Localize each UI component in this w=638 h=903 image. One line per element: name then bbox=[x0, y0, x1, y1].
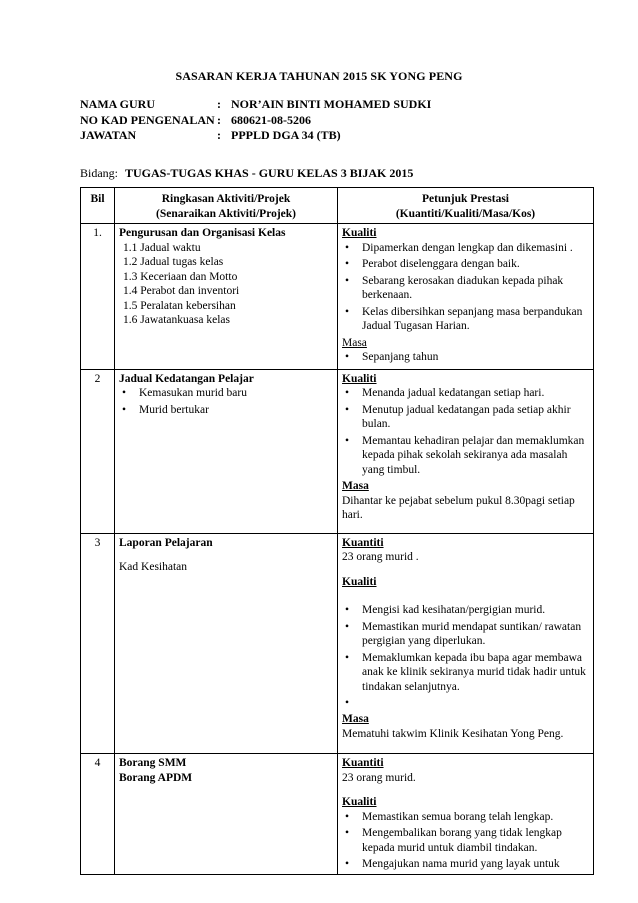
list-item: • Perabot diselenggara dengan baik. bbox=[342, 257, 589, 272]
row-petunjuk bbox=[338, 224, 594, 370]
list-item: • Sebarang kerosakan diadukan kepada pihak berkenaan. bbox=[342, 274, 589, 303]
list-item: • Menanda jadual kedatangan setiap hari. bbox=[342, 386, 589, 401]
teacher-info bbox=[80, 97, 431, 144]
info-value: 680621-08-5206 bbox=[231, 112, 311, 127]
list-item: 1.5 Peralatan kebersihan bbox=[123, 299, 236, 312]
kualiti-list bbox=[342, 386, 589, 477]
bidang-label: Bidang: bbox=[80, 166, 118, 180]
skt-table bbox=[80, 187, 594, 875]
list-item: 1.4 Perabot dan inventori bbox=[123, 285, 240, 297]
list-item: 1.3 Keceriaan dan Motto bbox=[123, 270, 238, 283]
kualiti-list bbox=[342, 810, 589, 872]
row-bil: 2 bbox=[81, 369, 115, 533]
row-heading: Jadual Kedatangan Pelajar bbox=[119, 372, 254, 385]
masa-text: Mematuhi takwim Klinik Kesihatan Yong Peng. bbox=[342, 727, 564, 740]
row-aktiviti bbox=[115, 369, 338, 533]
list-item: • Murid bertukar bbox=[119, 403, 333, 418]
header-aktiviti-line2: (Senaraikan Aktiviti/Projek) bbox=[155, 207, 297, 220]
header-petunjuk bbox=[338, 188, 594, 224]
info-row-name bbox=[80, 97, 431, 113]
kualiti-label: Kualiti bbox=[342, 227, 377, 239]
info-sep: : bbox=[217, 128, 221, 142]
row-bil: 3 bbox=[81, 533, 115, 754]
row-bil: 4 bbox=[81, 754, 115, 875]
info-key: NO KAD PENGENALAN bbox=[80, 112, 215, 127]
list-item: 1.2 Jadual tugas kelas bbox=[123, 256, 224, 268]
list-item: • Kelas dibersihkan sepanjang masa berpandukan Jadual Tugasan Harian. bbox=[342, 305, 589, 334]
list-item: • Mengajukan nama murid yang layak untuk bbox=[342, 857, 589, 872]
kualiti-list bbox=[342, 241, 589, 334]
list-item: • Mengisi kad kesihatan/pergigian murid. bbox=[342, 603, 589, 618]
kuantiti-text: 23 orang murid . bbox=[342, 551, 419, 563]
table-row bbox=[81, 533, 594, 754]
list-item: • Sepanjang tahun bbox=[342, 350, 589, 365]
kualiti-list bbox=[342, 603, 589, 710]
info-value: NOR’AIN BINTI MOHAMED SUDKI bbox=[231, 97, 432, 111]
row-petunjuk bbox=[338, 369, 594, 533]
bidang-value: TUGAS-TUGAS KHAS - GURU KELAS 3 BIJAK 2015 bbox=[125, 166, 414, 180]
masa-list bbox=[342, 350, 589, 365]
row-heading: Pengurusan dan Organisasi Kelas bbox=[119, 227, 286, 239]
bidang-line bbox=[80, 166, 413, 181]
masa-label: Masa bbox=[342, 480, 369, 492]
spacer bbox=[342, 589, 589, 603]
kualiti-label: Kualiti bbox=[342, 575, 377, 588]
row-petunjuk bbox=[338, 754, 594, 875]
spacer bbox=[119, 550, 333, 560]
masa-label: Masa bbox=[342, 336, 367, 349]
info-sep: : bbox=[217, 112, 221, 127]
table-header-row bbox=[81, 188, 594, 224]
table-row bbox=[81, 754, 594, 875]
table-row bbox=[81, 369, 594, 533]
sub-list bbox=[119, 241, 333, 328]
header-petunjuk-line2: (Kuantiti/Kualiti/Masa/Kos) bbox=[395, 207, 536, 220]
row-heading: Laporan Pelajaran bbox=[119, 536, 213, 549]
row-aktiviti bbox=[115, 224, 338, 370]
list-item: • Kemasukan murid baru bbox=[119, 386, 333, 401]
document-title: SASARAN KERJA TAHUNAN 2015 SK YONG PENG bbox=[175, 69, 463, 83]
masa-text: Dihantar ke pejabat sebelum pukul 8.30pagi setiap hari. bbox=[342, 494, 575, 521]
list-item: • Memastikan murid mendapat suntikan/ rawatan pergigian yang diperlukan. bbox=[342, 620, 589, 649]
list-item: • Memaklumkan kepada ibu bapa agar membawa anak ke klinik sekiranya murid tidak hadir untuk tindakan selanjutnya. bbox=[342, 651, 589, 695]
kuantiti-text: 23 orang murid. bbox=[342, 771, 416, 784]
list-item: 1.1 Jadual waktu bbox=[123, 241, 201, 254]
sub-list bbox=[119, 386, 333, 417]
row-sub: Kad Kesihatan bbox=[119, 561, 188, 573]
list-item: • Memastikan semua borang telah lengkap. bbox=[342, 810, 589, 825]
kualiti-label: Kualiti bbox=[342, 796, 377, 808]
row-aktiviti bbox=[115, 754, 338, 875]
list-item: • Dipamerkan dengan lengkap dan dikemasini . bbox=[342, 241, 589, 256]
row-aktiviti bbox=[115, 533, 338, 754]
header-aktiviti bbox=[115, 188, 338, 224]
row-bil: 1. bbox=[81, 224, 115, 370]
info-key: NAMA GURU bbox=[80, 97, 155, 111]
header-petunjuk-line1: Petunjuk Prestasi bbox=[422, 193, 509, 205]
row-heading: Borang SMM bbox=[119, 757, 187, 769]
list-item: • Mengembalikan borang yang tidak lengkap kepada murid untuk diambil tindakan. bbox=[342, 826, 589, 855]
header-aktiviti-line1: Ringkasan Aktiviti/Projek bbox=[161, 193, 291, 205]
list-item: • Menutup jadual kedatangan pada setiap akhir bulan. bbox=[342, 403, 589, 432]
row-heading: Borang APDM bbox=[119, 771, 193, 784]
masa-label: Masa bbox=[342, 713, 369, 725]
kuantiti-label: Kuantiti bbox=[342, 757, 384, 769]
spacer bbox=[342, 785, 589, 795]
table-row bbox=[81, 224, 594, 370]
info-value: PPPLD DGA 34 (TB) bbox=[231, 128, 341, 142]
info-row-post bbox=[80, 128, 431, 144]
list-item: • Memantau kehadiran pelajar dan memaklumkan kepada pihak sekolah sekiranya ada masalah yang timbul. bbox=[342, 434, 589, 478]
header-bil: Bil bbox=[81, 188, 115, 224]
info-key: JAWATAN bbox=[80, 128, 137, 142]
list-item bbox=[342, 696, 589, 710]
list-item: 1.6 Jawatankuasa kelas bbox=[123, 314, 230, 326]
kuantiti-label: Kuantiti bbox=[342, 536, 384, 549]
row-petunjuk bbox=[338, 533, 594, 754]
info-sep: : bbox=[217, 97, 221, 111]
kualiti-label: Kualiti bbox=[342, 372, 377, 385]
info-row-ic bbox=[80, 113, 431, 129]
spacer bbox=[342, 565, 589, 575]
